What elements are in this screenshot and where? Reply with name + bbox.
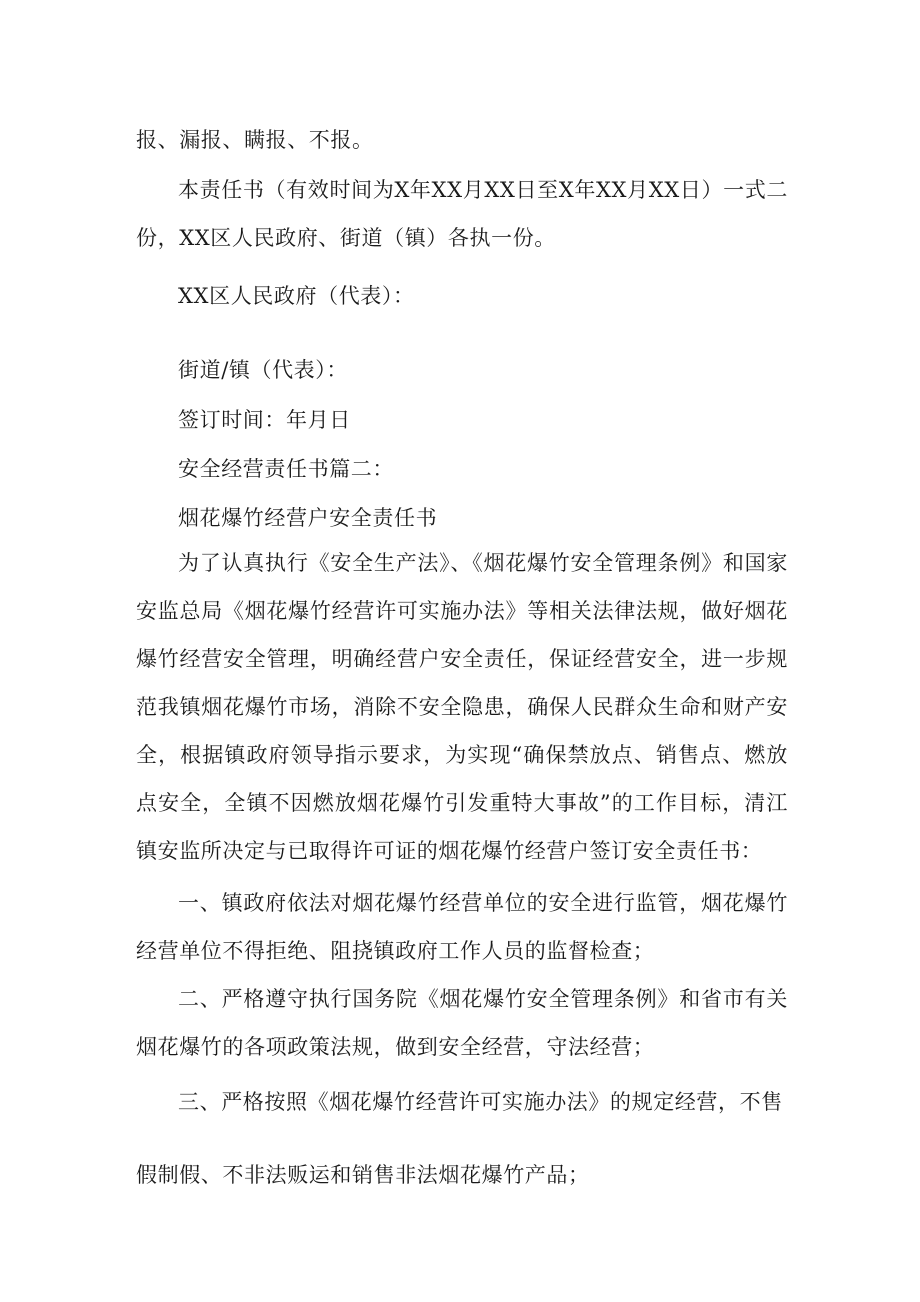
section-title: 安全经营责任书篇二： xyxy=(178,457,394,481)
clause-2: 二、严格遵守执行国务院《烟花爆竹安全管理条例》和省市有关烟花爆竹的各项政策法规，做到安全经营，守法经营； xyxy=(136,987,788,1059)
validity-paragraph: 本责任书（有效时间为X年XX月XX日至X年XX月XX日）一式二份，XX区人民政府、街道（镇）各执一份。 xyxy=(136,178,788,250)
district-representative: XX区人民政府（代表）： xyxy=(178,284,415,308)
street-representative: 街道/镇（代表）： xyxy=(178,358,348,382)
document-title: 烟花爆竹经营户安全责任书 xyxy=(178,506,438,530)
clause-3-line-1: 三、严格按照《烟花爆竹经营许可实施办法》的规定经营，不售 xyxy=(178,1090,783,1114)
clause-3-line-2: 假制假、不非法贩运和销售非法烟花爆竹产品； xyxy=(136,1163,590,1187)
intro-paragraph: 为了认真执行《安全生产法》、《烟花爆竹安全管理条例》和国家安监总局《烟花爆竹经营许可实施办法》等相关法律法规，做好烟花爆竹经营安全管理，明确经营户安全责任，保证经营安全，进一步规范我镇烟花爆竹市场，消除不安全隐患，确保人民群众生命和财产安全，根据镇政府领导指示要求，为实现“确保禁放点、销售点、燃放点安全，全镇不因燃放烟花爆竹引发重特大事故”的工作目标，清江镇安监所决定与已取得许可证的烟花爆竹经营户签订安全责任书： xyxy=(136,551,788,863)
sign-date: 签订时间：年月日 xyxy=(178,408,351,432)
text-line-top: 报、漏报、瞒报、不报。 xyxy=(136,128,374,152)
clause-1: 一、镇政府依法对烟花爆竹经营单位的安全进行监管，烟花爆竹经营单位不得拒绝、阻挠镇政府工作人员的监督检查； xyxy=(136,891,788,963)
